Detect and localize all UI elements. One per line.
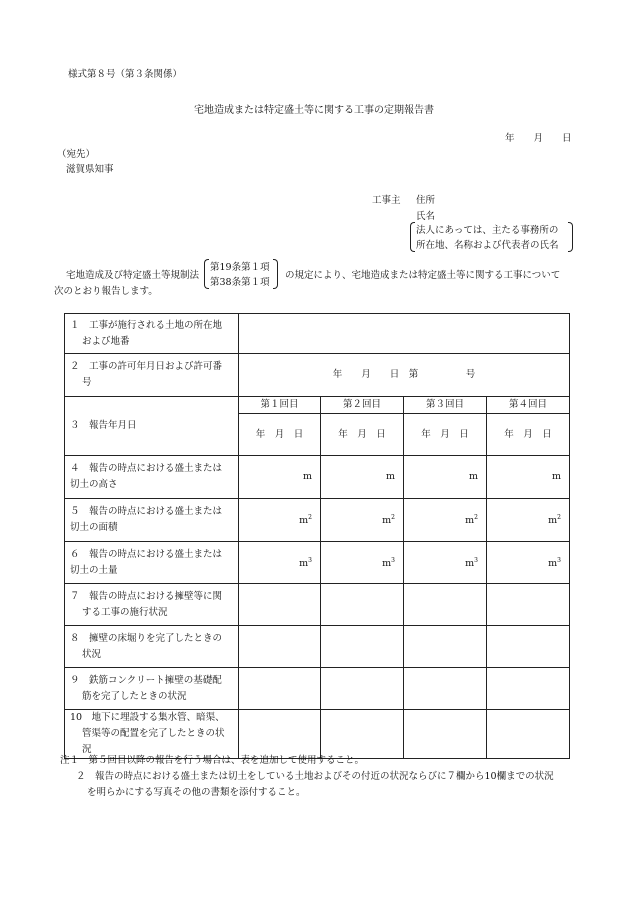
intro-article2: 第38条第１項	[210, 277, 270, 288]
drainage-4[interactable]	[487, 710, 570, 759]
report-date-label: ３ 報告年月日	[65, 397, 239, 456]
drainage-label: 10 地下に埋設する集水管、暗渠、 管渠等の配置を完了したときの状 況	[65, 710, 239, 759]
table-row	[65, 456, 570, 499]
applicant-note-line2: 所在地、名称および代表者の氏名	[416, 240, 559, 251]
volume-value-3[interactable]: $m^3$	[404, 542, 487, 584]
report-header-2: 第２回目	[321, 397, 404, 414]
table-row	[65, 542, 570, 584]
date-line: 年 月 日	[505, 133, 572, 144]
recipient: 滋賀県知事	[66, 164, 114, 175]
page-title: 宅地造成または特定盛土等に関する工事の定期報告書	[194, 105, 434, 116]
report-date-2[interactable]: 年 月 日	[321, 414, 404, 456]
intro-article1: 第19条第１項	[210, 262, 270, 273]
left-bracket	[410, 222, 415, 252]
report-date-3[interactable]: 年 月 日	[404, 414, 487, 456]
volume-label: ６ 報告の時点における盛土または 切土の土量	[65, 542, 239, 584]
retaining-wall-2[interactable]	[321, 584, 404, 626]
area-value-2[interactable]: $m^2$	[321, 499, 404, 542]
table-row	[65, 314, 570, 354]
area-value-3[interactable]: $m^2$	[404, 499, 487, 542]
location-value[interactable]	[239, 314, 570, 354]
report-date-4[interactable]: 年 月 日	[487, 414, 570, 456]
permit-label: ２ 工事の許可年月日および許可番 号	[65, 354, 239, 397]
location-label: １ 工事が施行される土地の所在地 および地番	[65, 314, 239, 354]
form-number: 様式第８号（第３条関係）	[68, 69, 183, 80]
area-value-1[interactable]: $m^2$	[239, 499, 321, 542]
report-table	[64, 313, 570, 759]
left-bracket	[204, 259, 209, 289]
rebar-2[interactable]	[321, 668, 404, 710]
excavation-3[interactable]	[404, 626, 487, 668]
report-date-1[interactable]: 年 月 日	[239, 414, 321, 456]
report-header-1: 第１回目	[239, 397, 321, 414]
report-header-4: 第４回目	[487, 397, 570, 414]
permit-value[interactable]: 年 月 日 第 号	[239, 354, 570, 397]
excavation-2[interactable]	[321, 626, 404, 668]
height-value-2[interactable]: m	[321, 456, 404, 499]
note-2-line1: ２ 報告の時点における盛土または切土をしている土地およびその付近の状況ならびに７欄から10欄までの状況	[76, 771, 554, 782]
address-label: 住所	[416, 195, 436, 206]
rebar-3[interactable]	[404, 668, 487, 710]
retaining-wall-4[interactable]	[487, 584, 570, 626]
excavation-label: ８ 擁壁の床堀りを完了したときの 状況	[65, 626, 239, 668]
rebar-4[interactable]	[487, 668, 570, 710]
height-value-1[interactable]: m	[239, 456, 321, 499]
excavation-4[interactable]	[487, 626, 570, 668]
area-value-4[interactable]: $m^2$	[487, 499, 570, 542]
applicant-role: 工事主	[372, 195, 401, 206]
volume-value-2[interactable]: $m^3$	[321, 542, 404, 584]
table-row	[65, 668, 570, 710]
rebar-1[interactable]	[239, 668, 321, 710]
volume-value-1[interactable]: $m^3$	[239, 542, 321, 584]
right-bracket	[273, 259, 278, 289]
note-2-line2: を明らかにする写真その他の書類を添付すること。	[87, 787, 306, 798]
table-row	[65, 626, 570, 668]
applicant-note-line1: 法人にあっては、主たる事務所の	[416, 225, 559, 236]
height-value-3[interactable]: m	[404, 456, 487, 499]
retaining-wall-3[interactable]	[404, 584, 487, 626]
table-row	[65, 584, 570, 626]
table-row	[65, 499, 570, 542]
retaining-wall-label: ７ 報告の時点における擁壁等に関 する工事の施行状況	[65, 584, 239, 626]
name-label: 氏名	[416, 211, 436, 222]
volume-value-4[interactable]: $m^3$	[487, 542, 570, 584]
area-label: ５ 報告の時点における盛土または 切土の面積	[65, 499, 239, 542]
rebar-label: ９ 鉄筋コンクリート擁壁の基礎配 筋を完了したときの状況	[65, 668, 239, 710]
right-bracket	[568, 222, 573, 252]
intro-tail: の規定により、宅地造成または特定盛土等に関する工事について	[285, 270, 561, 281]
height-label: ４ 報告の時点における盛土または 切土の高さ	[65, 456, 239, 499]
intro-line2: 次のとおり報告します。	[54, 286, 158, 297]
table-row	[65, 397, 570, 414]
height-value-4[interactable]: m	[487, 456, 570, 499]
drainage-3[interactable]	[404, 710, 487, 759]
recipient-label: （宛先）	[57, 149, 96, 160]
report-header-3: 第３回目	[404, 397, 487, 414]
note-1: 注１ 第５回目以降の報告を行う場合は、表を追加して使用すること。	[60, 755, 365, 766]
intro-law: 宅地造成及び特定盛土等規制法	[66, 270, 200, 281]
retaining-wall-1[interactable]	[239, 584, 321, 626]
excavation-1[interactable]	[239, 626, 321, 668]
table-row	[65, 354, 570, 397]
